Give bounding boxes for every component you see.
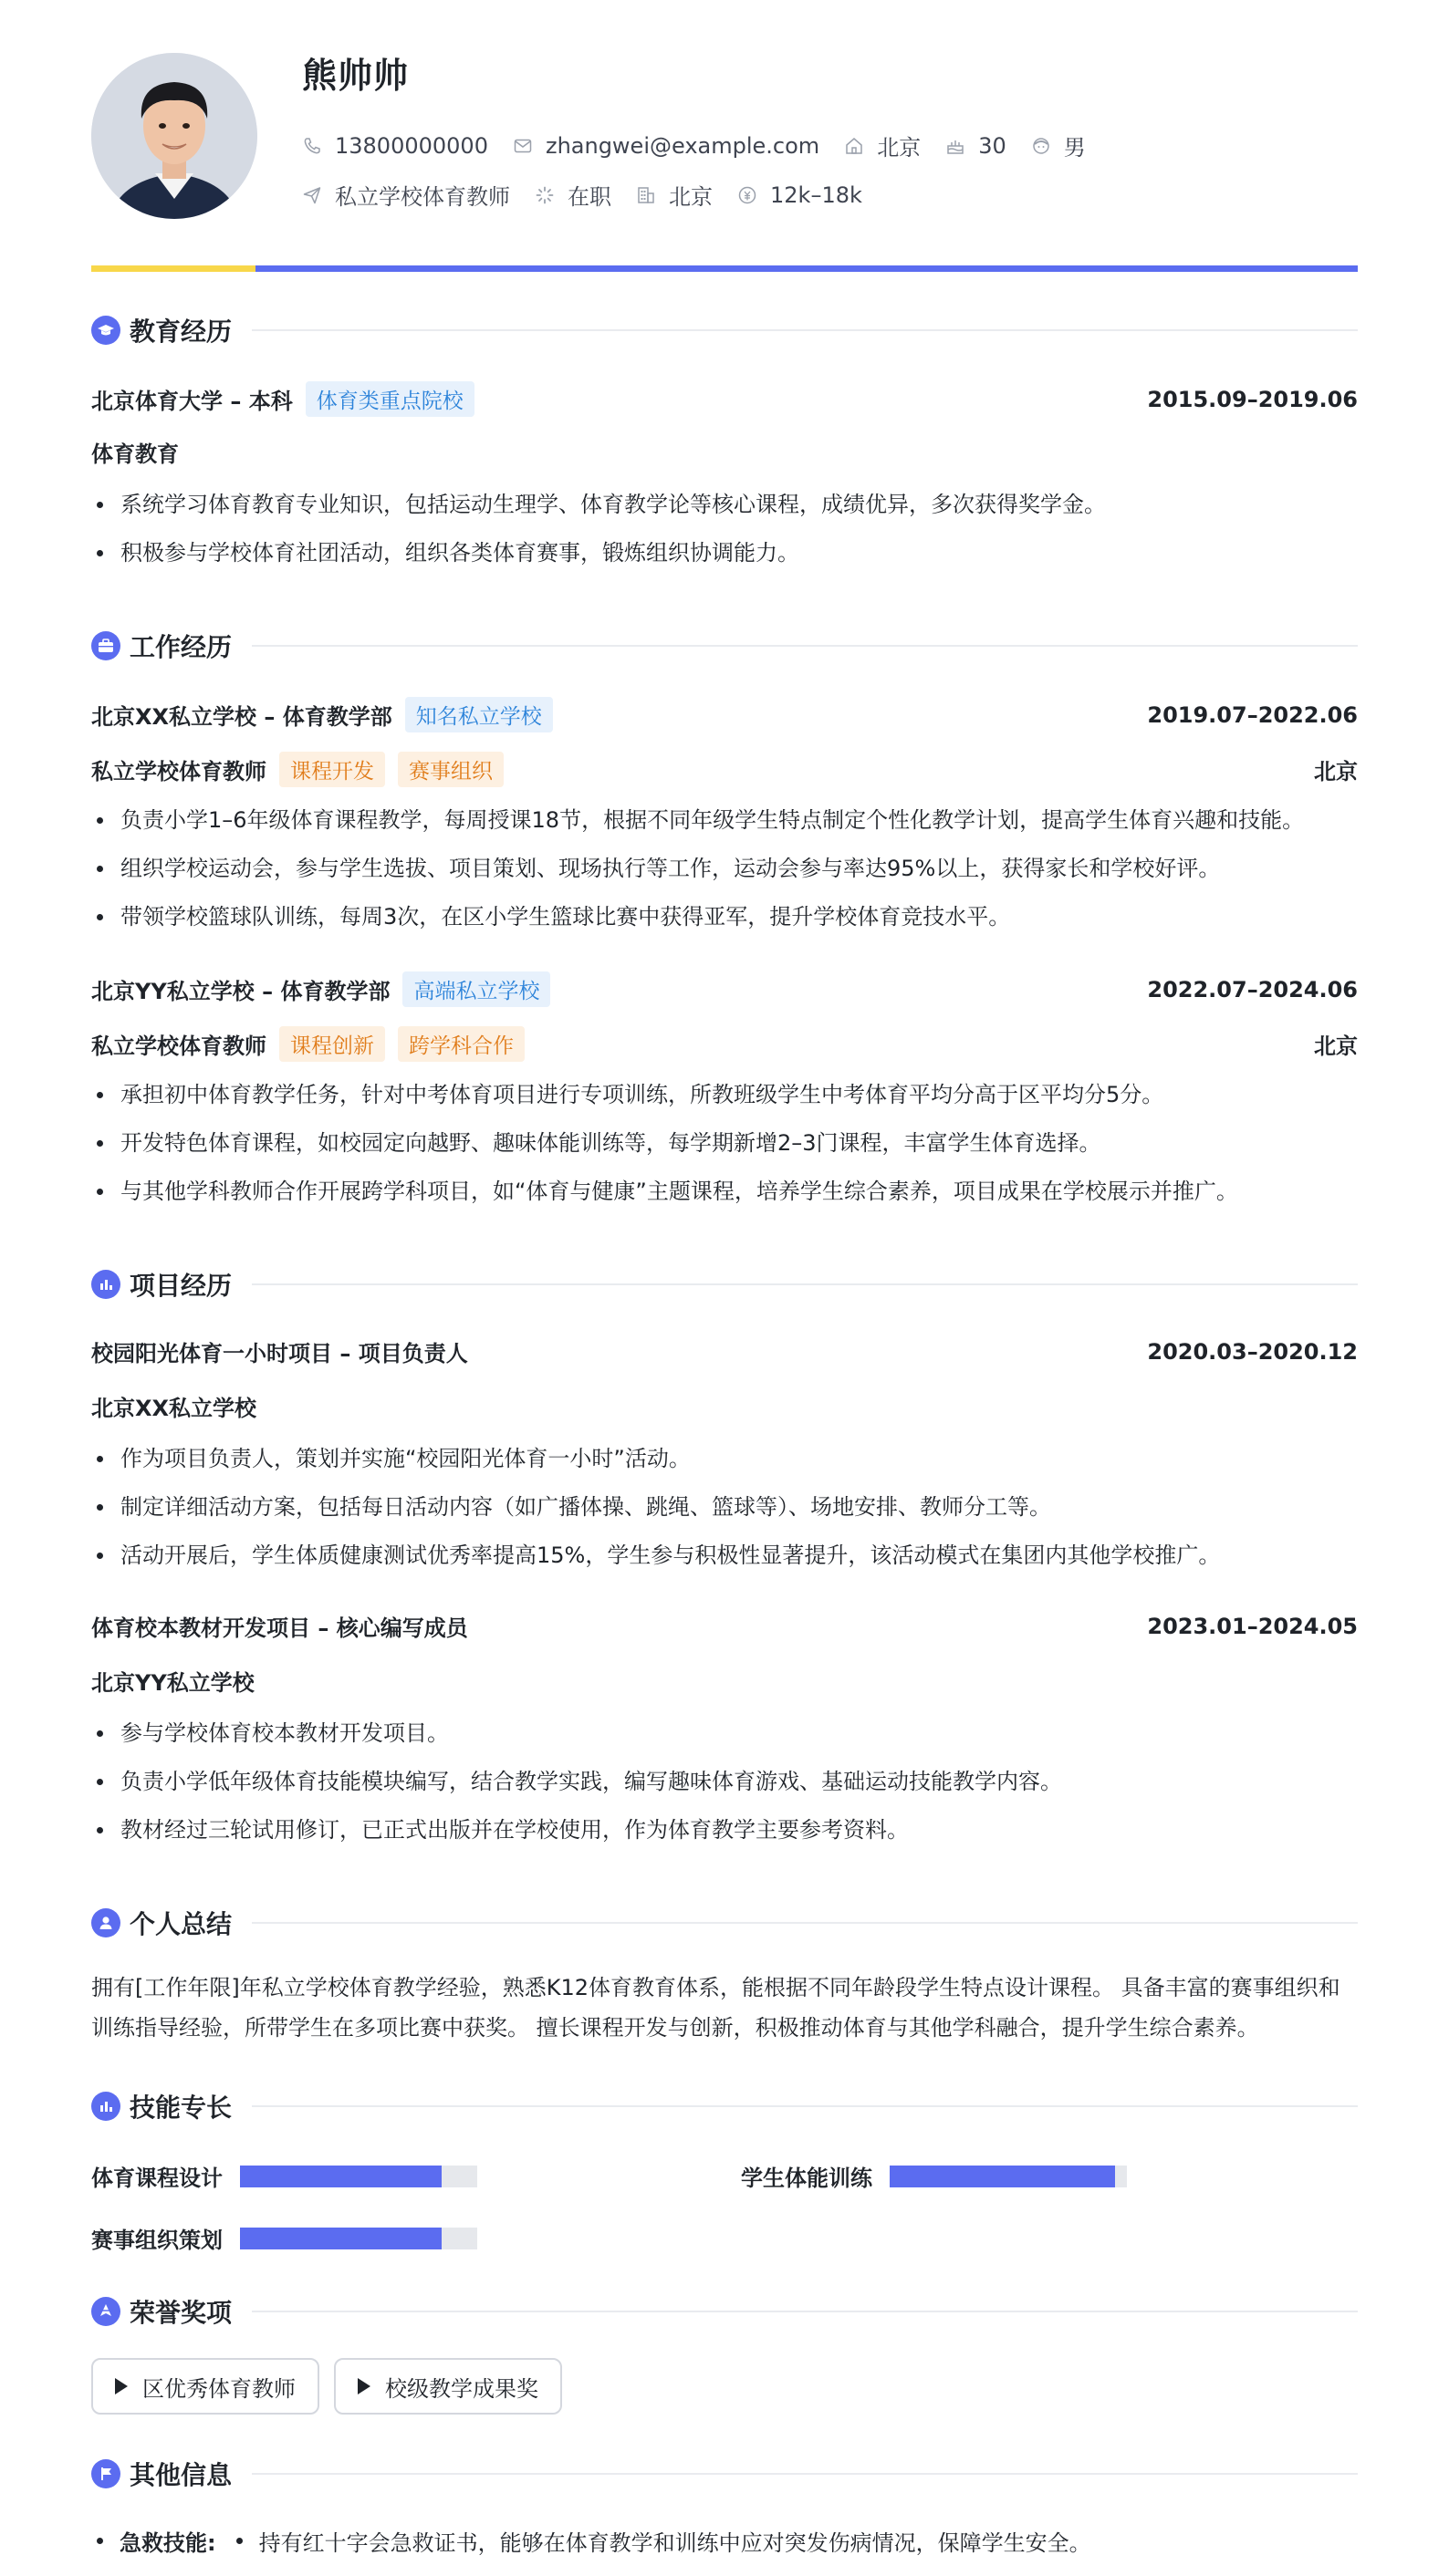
award-chip bbox=[334, 2358, 562, 2415]
award-chip bbox=[91, 2358, 319, 2415]
play-icon bbox=[358, 2378, 370, 2394]
job-location: 北京 bbox=[1314, 1034, 1358, 1059]
job-title-text: 私立学校体育教师 bbox=[335, 184, 510, 210]
education-bullets bbox=[91, 490, 1358, 587]
awards-list bbox=[91, 2358, 577, 2415]
home-icon bbox=[844, 136, 864, 156]
gender-item bbox=[1031, 130, 1086, 161]
resume-header bbox=[91, 0, 1358, 272]
project-header-row bbox=[91, 1610, 1358, 1642]
section-title-awards: 荣誉奖项 bbox=[130, 2298, 233, 2328]
job-header-row bbox=[91, 697, 1358, 732]
mail-icon bbox=[513, 136, 533, 156]
city-item bbox=[844, 130, 921, 161]
work-city-item bbox=[636, 179, 713, 211]
project-name: 体育校本教材开发项目 – 核心编写成员 bbox=[91, 1615, 468, 1641]
skill-name: 学生体能训练 bbox=[741, 2166, 872, 2191]
section-divider bbox=[252, 2105, 1358, 2107]
company-name: 北京YY私立学校 – 体育教学部 bbox=[91, 979, 391, 1004]
list-item: 承担初中体育教学任务，针对中考体育项目进行专项训练，所教班级学生中考体育平均分高于区平均分5分。 bbox=[91, 1080, 1358, 1128]
section-title-education: 教育经历 bbox=[130, 317, 233, 347]
skill-bar bbox=[890, 2166, 1127, 2187]
section-title-skills: 技能专长 bbox=[130, 2093, 233, 2123]
other-info-item bbox=[91, 2525, 1091, 2557]
gender-text: 男 bbox=[1063, 135, 1086, 161]
award-icon bbox=[91, 2297, 120, 2326]
skill-bar-fill bbox=[890, 2166, 1115, 2187]
section-title-other: 其他信息 bbox=[130, 2460, 233, 2490]
city-text: 北京 bbox=[877, 135, 922, 161]
bar-chart-icon bbox=[91, 2092, 120, 2121]
email-text: zhangwei@example.com bbox=[545, 132, 820, 159]
list-item: 教材经过三轮试用修订，已正式出版并在学校使用，作为体育教学主要参考资料。 bbox=[91, 1815, 1358, 1864]
bullet-dot bbox=[97, 2538, 103, 2544]
project-org-row bbox=[91, 1665, 1358, 1697]
company-tag: 知名私立学校 bbox=[405, 697, 553, 732]
face-icon bbox=[1031, 136, 1051, 156]
bar-chart-icon bbox=[91, 1270, 120, 1299]
project-name: 校园阳光体育一小时项目 – 项目负责人 bbox=[91, 1341, 468, 1366]
section-divider bbox=[252, 1283, 1358, 1285]
section-divider bbox=[252, 645, 1358, 647]
skill-name: 赛事组织策划 bbox=[91, 2228, 223, 2253]
skill-bar-fill bbox=[240, 2228, 442, 2249]
other-info-label: 急救技能: bbox=[120, 2530, 216, 2556]
money-icon bbox=[737, 185, 757, 205]
job-location: 北京 bbox=[1314, 759, 1358, 784]
section-divider bbox=[252, 1922, 1358, 1924]
job-intent-row bbox=[302, 179, 887, 211]
skill-tag: 赛事组织 bbox=[398, 752, 504, 787]
education-major-row bbox=[91, 436, 1358, 468]
section-summary bbox=[91, 1905, 1358, 1941]
bullet-dot bbox=[236, 2538, 243, 2544]
send-icon bbox=[302, 185, 322, 205]
status-item bbox=[535, 179, 611, 211]
list-item: 活动开展后，学生体质健康测试优秀率提高15%，学生参与积极性显著提升，该活动模式在集团内其他学校推广。 bbox=[91, 1541, 1358, 1589]
contact-row bbox=[302, 130, 1110, 161]
award-label: 区优秀体育教师 bbox=[142, 2375, 296, 2402]
header-divider-accent bbox=[91, 265, 255, 272]
salary-item bbox=[737, 182, 862, 208]
project-bullets bbox=[91, 1444, 1358, 1589]
candidate-name: 熊帅帅 bbox=[302, 56, 410, 96]
skill-tag: 课程创新 bbox=[279, 1026, 385, 1062]
company-name: 北京XX私立学校 – 体育教学部 bbox=[91, 704, 392, 730]
section-other bbox=[91, 2456, 1358, 2492]
phone-item bbox=[302, 133, 488, 159]
age-item bbox=[945, 133, 1006, 159]
flag-icon bbox=[91, 2459, 120, 2488]
award-label: 校级教学成果奖 bbox=[385, 2375, 538, 2402]
section-awards bbox=[91, 2293, 1358, 2330]
skill-tag: 跨学科合作 bbox=[398, 1026, 525, 1062]
age-text: 30 bbox=[978, 132, 1006, 159]
list-item: 负责小学1–6年级体育课程教学，每周授课18节，根据不同年级学生特点制定个性化教学计划，提高学生体育兴趣和技能。 bbox=[91, 805, 1358, 854]
email-item bbox=[513, 133, 819, 159]
section-title-summary: 个人总结 bbox=[130, 1909, 233, 1939]
job-date: 2019.07–2022.06 bbox=[1147, 701, 1358, 728]
section-projects bbox=[91, 1266, 1358, 1303]
list-item: 与其他学科教师合作开展跨学科项目，如“体育与健康”主题课程，培养学生综合素养，项目成果在学校展示并推广。 bbox=[91, 1177, 1358, 1225]
section-skills bbox=[91, 2088, 1358, 2124]
cake-icon bbox=[945, 136, 965, 156]
list-item: 参与学校体育校本教材开发项目。 bbox=[91, 1719, 1358, 1767]
job-bullets bbox=[91, 1080, 1358, 1225]
education-date: 2015.09–2019.06 bbox=[1147, 386, 1358, 412]
company-tag: 高端私立学校 bbox=[402, 971, 550, 1007]
skill-item bbox=[91, 2222, 477, 2254]
job-header-row bbox=[91, 971, 1358, 1007]
skill-tag: 课程开发 bbox=[279, 752, 385, 787]
other-info-text: 持有红十字会急救证书，能够在体育教学和训练中应对突发伤病情况，保障学生安全。 bbox=[258, 2530, 1091, 2556]
section-title-projects: 项目经历 bbox=[130, 1271, 233, 1301]
list-item: 积极参与学校体育社团活动，组织各类体育赛事，锻炼组织协调能力。 bbox=[91, 538, 1358, 587]
building-icon bbox=[636, 185, 656, 205]
project-org: 北京XX私立学校 bbox=[91, 1396, 257, 1421]
section-divider bbox=[252, 2473, 1358, 2475]
header-divider bbox=[91, 265, 1358, 272]
school-tag: 体育类重点院校 bbox=[306, 381, 474, 417]
section-education bbox=[91, 312, 1358, 348]
list-item: 系统学习体育教育专业知识，包括运动生理学、体育教学论等核心课程，成绩优异，多次获得奖学金。 bbox=[91, 490, 1358, 538]
list-item: 带领学校篮球队训练，每周3次，在区小学生篮球比赛中获得亚军，提升学校体育竞技水平。 bbox=[91, 902, 1358, 950]
list-item: 组织学校运动会，参与学生选拔、项目策划、现场执行等工作，运动会参与率达95%以上，获得家长和学校好评。 bbox=[91, 854, 1358, 902]
project-bullets bbox=[91, 1719, 1358, 1864]
project-header-row bbox=[91, 1335, 1358, 1367]
skill-item bbox=[91, 2160, 477, 2192]
project-date: 2020.03–2020.12 bbox=[1147, 1338, 1358, 1365]
skill-name: 体育课程设计 bbox=[91, 2166, 223, 2191]
play-icon bbox=[115, 2378, 128, 2394]
status-text: 在职 bbox=[568, 184, 611, 210]
skill-bar bbox=[240, 2228, 477, 2249]
skill-bar-fill bbox=[240, 2166, 442, 2187]
job-date: 2022.07–2024.06 bbox=[1147, 976, 1358, 1002]
skill-bar bbox=[240, 2166, 477, 2187]
list-item: 作为项目负责人，策划并实施“校园阳光体育一小时”活动。 bbox=[91, 1444, 1358, 1492]
major-name: 体育教育 bbox=[91, 441, 179, 467]
section-divider bbox=[252, 2311, 1358, 2312]
section-work bbox=[91, 628, 1358, 664]
work-city-text: 北京 bbox=[669, 184, 713, 210]
job-bullets bbox=[91, 805, 1358, 950]
project-org: 北京YY私立学校 bbox=[91, 1670, 255, 1696]
phone-text: 13800000000 bbox=[335, 132, 488, 159]
summary-text: 拥有[工作年限]年私立学校体育教学经验，熟悉K12体育教育体系，能根据不同年龄段学生特点设计课程。 具备丰富的赛事组织和训练指导经验，所带学生在多项比赛中获奖。 擅长课程开发与创新，积极推动体育与其他学科融合，提升学生综合素养。 bbox=[91, 1975, 1340, 2041]
list-item: 制定详细活动方案，包括每日活动内容（如广播体操、跳绳、篮球等）、场地安排、教师分工等。 bbox=[91, 1492, 1358, 1541]
salary-text: 12k–18k bbox=[770, 182, 862, 208]
list-item: 负责小学低年级体育技能模块编写，结合教学实践，编写趣味体育游戏、基础运动技能教学内容。 bbox=[91, 1767, 1358, 1815]
project-date: 2023.01–2024.05 bbox=[1147, 1613, 1358, 1639]
job-position-row bbox=[91, 752, 1358, 787]
job-title-item bbox=[302, 179, 510, 211]
phone-icon bbox=[302, 136, 322, 156]
loading-icon bbox=[535, 185, 555, 205]
position-name: 私立学校体育教师 bbox=[91, 1034, 266, 1059]
job-position-row bbox=[91, 1026, 1358, 1062]
avatar bbox=[91, 53, 257, 219]
user-icon bbox=[91, 1908, 120, 1937]
section-title-work: 工作经历 bbox=[130, 632, 233, 662]
briefcase-icon bbox=[91, 631, 120, 660]
list-item: 开发特色体育课程，如校园定向越野、趣味体能训练等，每学期新增2–3门课程，丰富学生体育选择。 bbox=[91, 1128, 1358, 1177]
position-name: 私立学校体育教师 bbox=[91, 759, 266, 784]
graduation-cap-icon bbox=[91, 316, 120, 345]
project-org-row bbox=[91, 1390, 1358, 1422]
skill-item bbox=[741, 2160, 1127, 2192]
school-name: 北京体育大学 – 本科 bbox=[91, 389, 293, 414]
education-row bbox=[91, 381, 1358, 417]
section-divider bbox=[252, 329, 1358, 331]
